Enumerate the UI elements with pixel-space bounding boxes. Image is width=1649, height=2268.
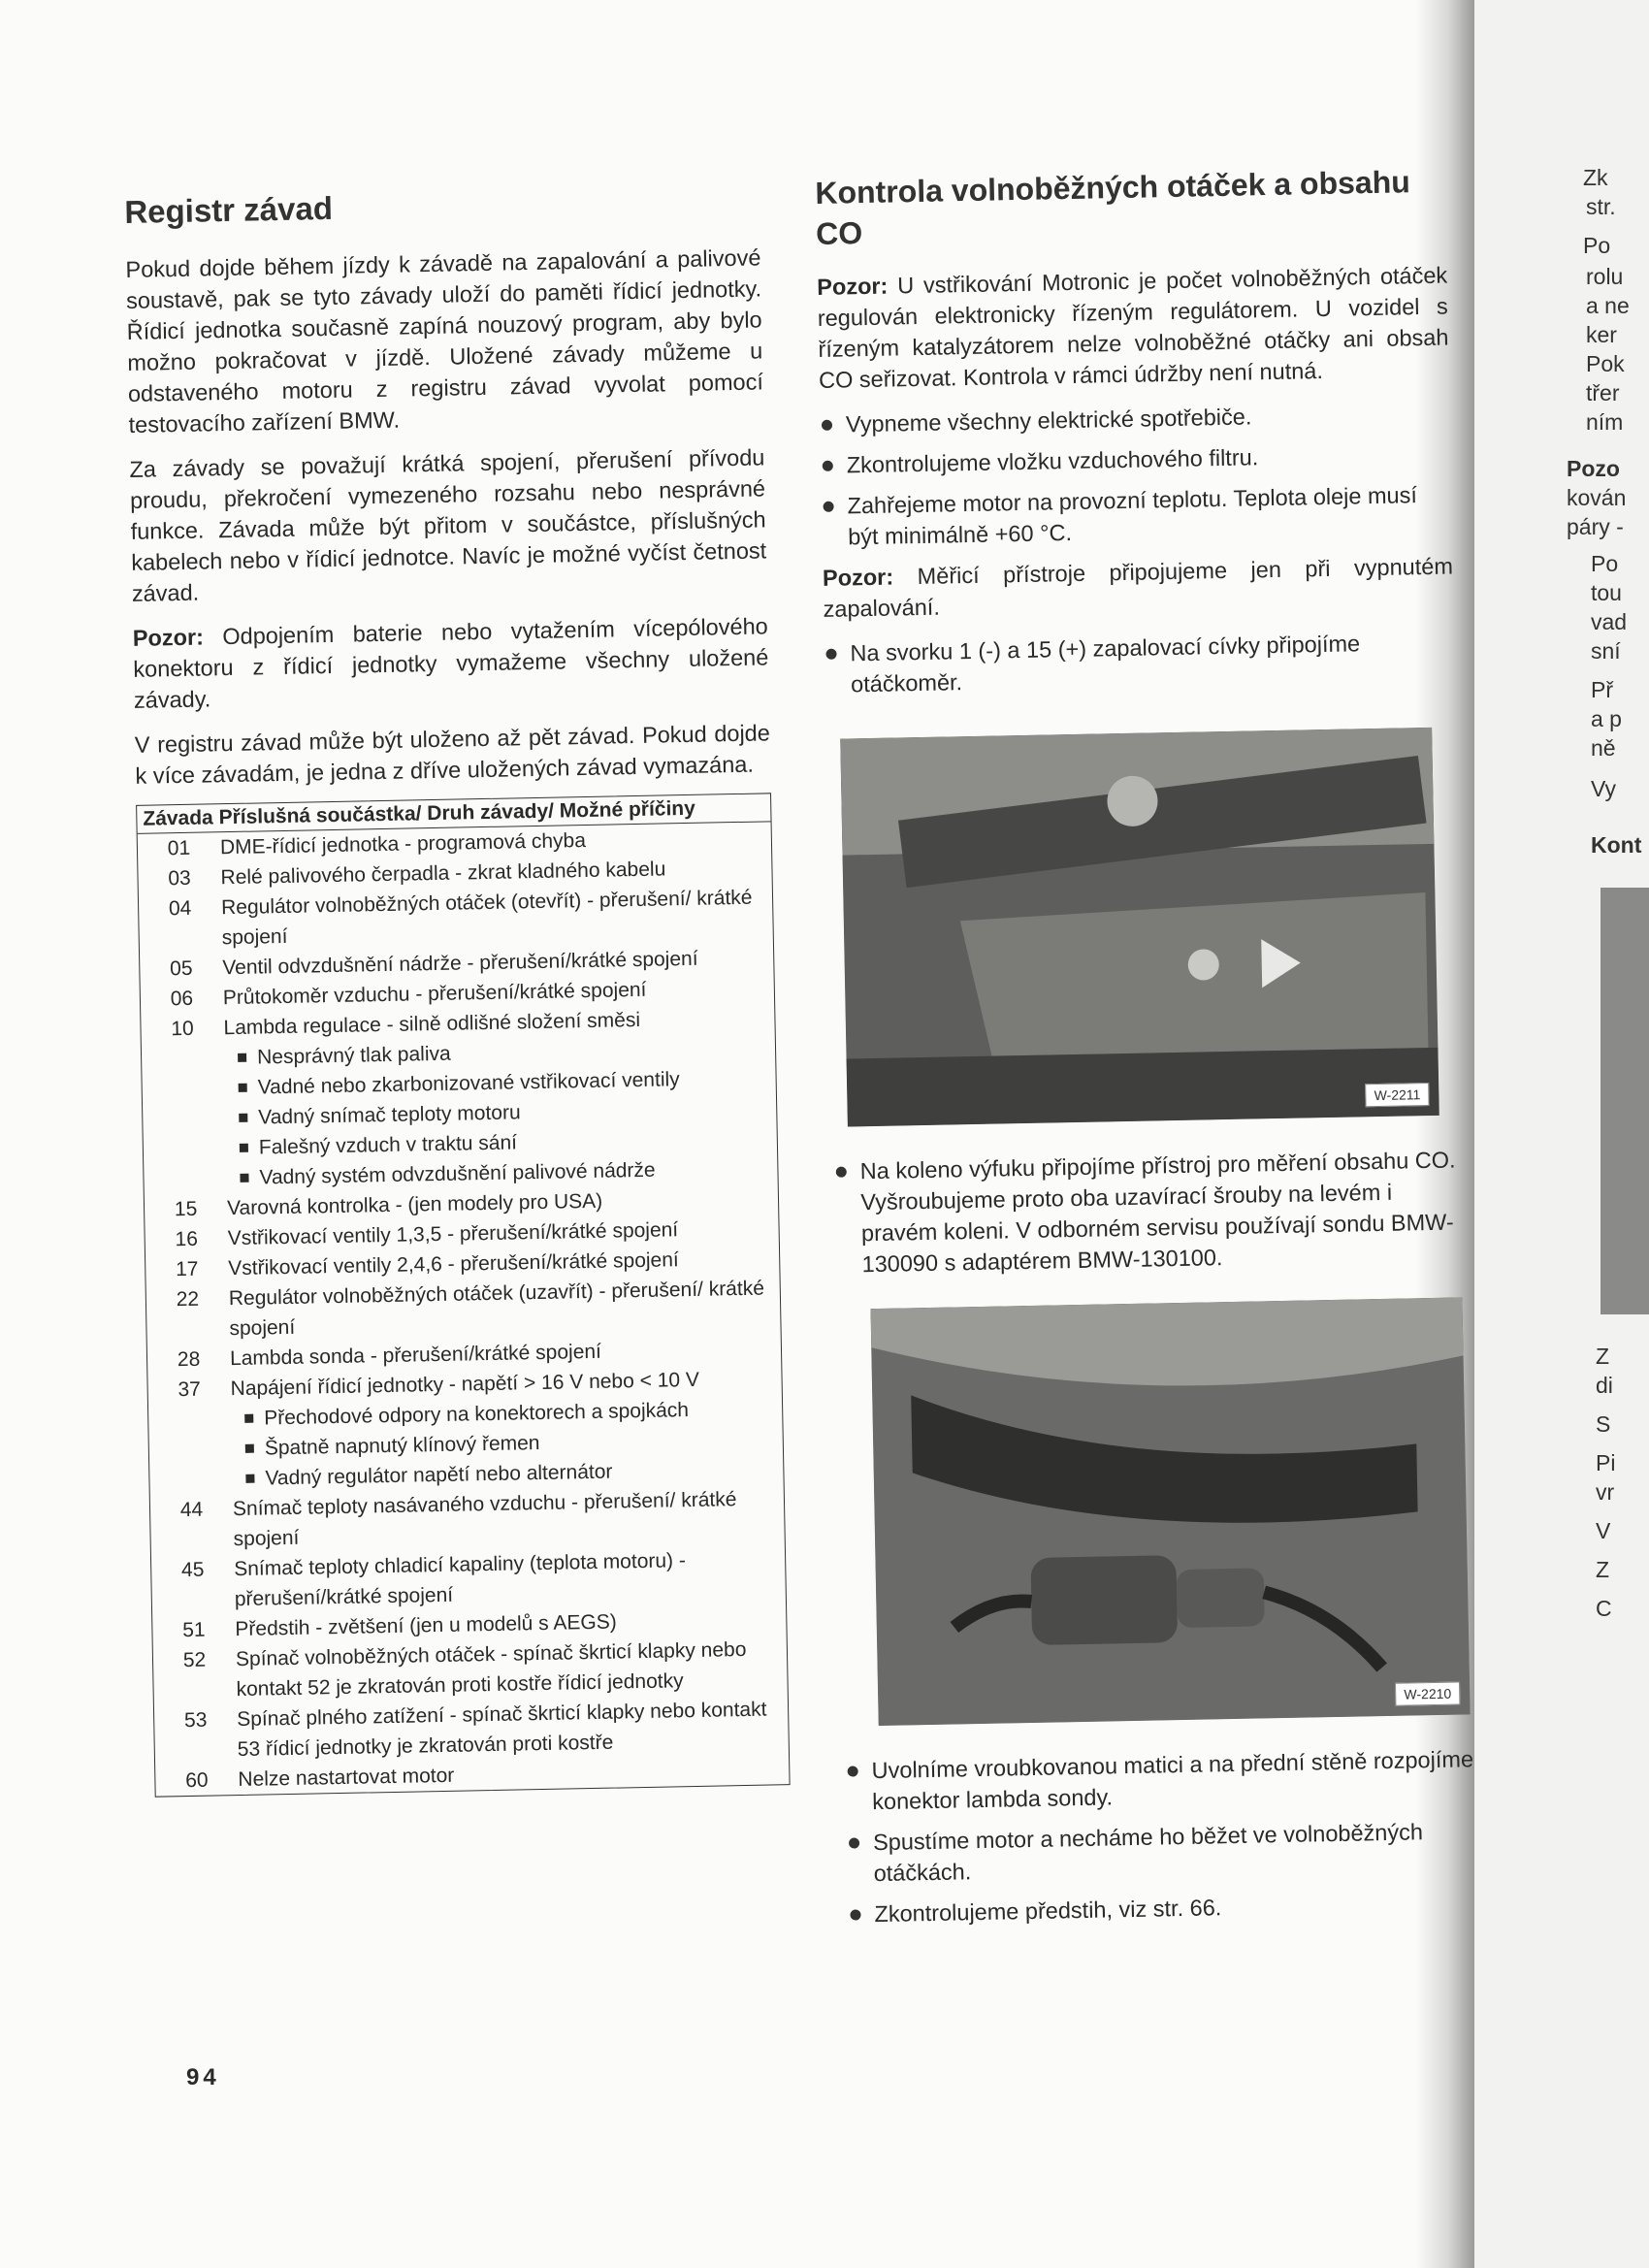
next-page-text: páry - [1567,514,1624,539]
next-page-text: V [1596,1518,1611,1543]
fault-description: Nelze nastartovat motor [238,1764,455,1792]
photo-label: W-2211 [1365,1083,1429,1107]
square-bullet-icon [245,1444,254,1453]
fault-description: Regulátor volnoběžných otáček (uzavřít) - přerušení/ krátké spojení [228,1277,765,1341]
next-page-text: Pozo [1567,456,1620,481]
fault-description: Lambda regulace - silně odlišné složení směsi [223,1008,641,1040]
next-page-text: Vy [1591,776,1616,801]
page-number: 94 [186,2064,220,2090]
fault-description: Spínač volnoběžných otáček - spínač škrticí klapky nebo kontakt 52 je zkratován proti kostře řídicí jednotky [235,1637,747,1701]
fault-cause-text: Vadné nebo zkarbonizované vstřikovací ventily [257,1068,680,1099]
paragraph: V registru závad může být uloženo až pět závad. Pokud dojde k více závadám, je jedna z dříve uložených závad vymazána. [134,720,771,789]
left-column [124,181,791,1797]
bullet-icon [823,461,833,471]
next-page-text: Z [1596,1344,1610,1369]
fault-code: 37 [178,1377,202,1402]
square-bullet-icon [244,1414,253,1423]
list-item [845,1743,1476,1817]
next-page-text: vr [1596,1479,1615,1505]
bullet-icon [836,1167,847,1178]
next-page-text: Po [1591,551,1619,576]
list-item [821,478,1452,552]
engine-photo-2 [870,1297,1470,1726]
fault-code-blank [142,1043,225,1075]
fault-code: 45 [180,1558,205,1582]
next-page-text: tou [1591,580,1622,605]
fault-code: 22 [176,1287,200,1312]
next-page-text: sní [1591,638,1621,664]
fault-code-blank [143,1103,226,1135]
fault-description: Ventil odvzdušnění nádrže - přerušení/krátké spojení [222,947,698,980]
fault-cause-text: Nesprávný tlak paliva [256,1042,451,1069]
fault-code-blank [144,1163,227,1195]
fault-description: Relé palivového čerpadla - zkrat kladného kabelu [220,858,666,890]
fault-code: 05 [169,956,193,981]
list-item [820,437,1450,480]
bullet-icon [822,420,832,431]
fault-description: Spínač plného zatížení - spínač škrticí klapky nebo kontakt 53 řídicí jednotky je zkratován proti kostře [236,1698,767,1762]
next-page-text: ním [1586,409,1624,435]
warning-paragraph [132,610,769,716]
fault-code: 01 [167,836,191,860]
right-column [815,161,1479,1940]
fault-code-blank [148,1404,232,1436]
next-page-text: rolu [1586,264,1624,289]
bullet-icon [848,1766,858,1776]
bullet-icon [824,502,834,512]
fault-description: Průtokoměr vzduchu - přerušení/krátké spojení [222,978,647,1010]
fault-description: Snímač teploty nasávaného vzduchu - přerušení/ krátké spojení [232,1488,737,1551]
square-bullet-icon [240,1174,248,1183]
fault-code: 44 [179,1498,204,1522]
bullet-icon [825,649,836,660]
next-page-text: a p [1591,706,1622,731]
bullet-icon [850,1909,860,1920]
fault-code-blank [144,1133,227,1165]
next-page-text: Kont [1591,832,1642,858]
fault-code: 04 [168,896,192,921]
engine-photo-1-image [840,728,1439,1127]
next-page-text: a ne [1586,293,1630,318]
next-page-text: kován [1567,485,1627,510]
warning-label: Pozor: [817,273,889,300]
fault-code-blank [142,1073,225,1105]
fault-description: Lambda sonda - přerušení/krátké spojení [229,1340,602,1371]
square-bullet-icon [238,1053,246,1062]
fault-code: 51 [182,1618,206,1642]
list-item-text: Na svorku 1 (-) a 15 (+) zapalovací cívky připojíme otáčkoměr. [850,631,1361,697]
list-item [833,1144,1466,1280]
fault-code: 60 [185,1768,209,1793]
paragraph: Za závady se považují krátká spojení, přerušení přívodu proudu, překročení vymezeného rozsahu nebo nesprávné funkce. Závada může být přitom v součástce, příslušných kabelech nebo v řídicí jednotce. Navíc je možné vyčíst četnost závad. [129,444,767,606]
next-page-text: Zk [1583,165,1608,190]
list-item-text: Uvolníme vroubkovanou matici a na přední stěně rozpojíme konektor lambda sondy. [871,1746,1474,1815]
fault-description: Vstřikovací ventily 1,3,5 - přerušení/krátké spojení [227,1218,679,1250]
list-item-text: Zkontrolujeme předstih, viz str. 66. [874,1895,1222,1928]
next-page-text: di [1596,1373,1613,1398]
fault-code: 03 [168,866,191,891]
warning-paragraph [823,550,1454,624]
next-page-text: C [1596,1596,1612,1621]
list-item [847,1815,1478,1889]
warning-text: U vstřikování Motronic je počet volnoběžných otáček regulován elektronicky řízeným regulátorem. U vozidel s řízeným katalyzátorem nelze volnoběžné otáčky ani obsah CO seřizovat. Kontrola v rámci údržby není nutná. [817,262,1449,393]
fault-description: Regulátor volnoběžných otáček (otevřít) - přerušení/ krátké spojení [220,886,753,950]
section-title: Registr závad [124,189,334,230]
list-item-text: Na koleno výfuku připojíme přístroj pro měření obsahu CO. Vyšroubujeme proto oba uzavírací šrouby na levém i pravém koleni. V odborném servisu používají sondu BMW-130090 s adaptérem BMW-130100. [859,1147,1456,1278]
next-page-text: Z [1596,1557,1610,1582]
next-page-text: třer [1586,380,1620,405]
engine-photo-2-image [870,1297,1470,1726]
next-page-text: Pok [1586,351,1625,376]
warning-text: Odpojením baterie nebo vytažením vícepólového konektoru z řídicí jednotky vymažeme všechny uložené závady. [133,613,769,713]
next-page-text: Pi [1596,1450,1616,1475]
next-page-text: ker [1586,322,1617,347]
fault-cause-text: Vadný snímač teploty motoru [258,1101,521,1129]
fault-code: 17 [175,1257,199,1281]
next-page-fragment [1474,0,1649,2268]
fault-description: Vstřikovací ventily 2,4,6 - přerušení/krátké spojení [228,1248,679,1280]
engine-photo-1 [840,728,1439,1127]
next-page-text: ně [1591,735,1616,761]
warning-paragraph [817,260,1449,396]
next-page-text: Po [1583,233,1611,258]
section-title: Kontrola volnoběžných otáček a obsahu CO [815,164,1411,251]
fault-description: Varovná kontrolka - (jen modely pro USA) [226,1189,603,1220]
paragraph: Pokud dojde během jízdy k závadě na zapalování a palivové soustavě, pak se tyto závady uloží do paměti řídicí jednotky. Řídicí jednotka současně zapíná nouzový program, aby bylo možno pokračovat v jízdě. Uložené závady můžeme u odstaveného motoru z registru závad vyvolat pomocí testovacího zařízení BMW. [125,244,764,437]
fault-cause-text: Falešný vzduch v traktu sání [258,1131,518,1159]
fault-description: Napájení řídicí jednotky - napětí > 16 V nebo < 10 V [230,1368,700,1401]
square-bullet-icon [245,1474,254,1483]
fault-code: 16 [175,1227,199,1251]
fault-code: 53 [183,1708,208,1733]
square-bullet-icon [240,1144,248,1152]
fault-cause-text: Přechodové odpory na konektorech a spojkách [264,1399,690,1430]
square-bullet-icon [239,1114,247,1122]
fault-cause-text: Špatně napnutý klínový řemen [264,1432,540,1460]
fault-table [136,793,791,1797]
fault-code-blank [149,1434,233,1466]
next-page-photo [1600,888,1649,1314]
fault-description: Snímač teploty chladicí kapaliny (teplota motoru) - přerušení/krátké spojení [234,1549,687,1611]
fault-code-blank [149,1464,233,1496]
table-header: Závada Příslušná součástka/ Druh závady/ Možné příčiny [137,794,770,834]
list-item [820,397,1450,439]
fault-cause-text: Vadný regulátor napětí nebo alternátor [265,1460,613,1490]
next-page-text: vad [1591,609,1628,634]
fault-description: DME-řídicí jednotka - programová chyba [219,828,587,859]
next-page-text: S [1596,1411,1611,1437]
fault-code: 52 [182,1648,207,1672]
list-item [848,1887,1478,1929]
warning-text: Měřicí přístroje připojujeme jen při vypnutém zapalování. [823,553,1454,622]
square-bullet-icon [239,1084,247,1092]
fault-code: 06 [170,987,194,1011]
photo-label: W-2210 [1395,1682,1460,1706]
list-item-text: Spustíme motor a necháme ho běžet ve volnoběžných otáčkách. [872,1819,1424,1887]
fault-cause-text: Vadný systém odvzdušnění palivové nádrže [259,1158,656,1189]
list-item-text: Vypneme všechny elektrické spotřebiče. [845,404,1252,437]
list-item-text: Zkontrolujeme vložku vzduchového filtru. [846,444,1259,478]
next-page-text: Př [1591,677,1613,702]
fault-code: 10 [171,1017,194,1041]
warning-label: Pozor: [132,624,205,651]
warning-label: Pozor: [822,564,894,591]
bullet-icon [849,1837,859,1848]
next-page-text: str. [1586,194,1616,219]
list-item-text: Zahřejeme motor na provozní teplotu. Teplota oleje musí být minimálně +60 °C. [847,482,1418,550]
list-item [824,626,1455,699]
fault-code: 15 [174,1197,198,1221]
fault-description: Předstih - zvětšení (jen u modelů s AEGS) [235,1610,617,1641]
fault-code: 28 [177,1347,201,1372]
